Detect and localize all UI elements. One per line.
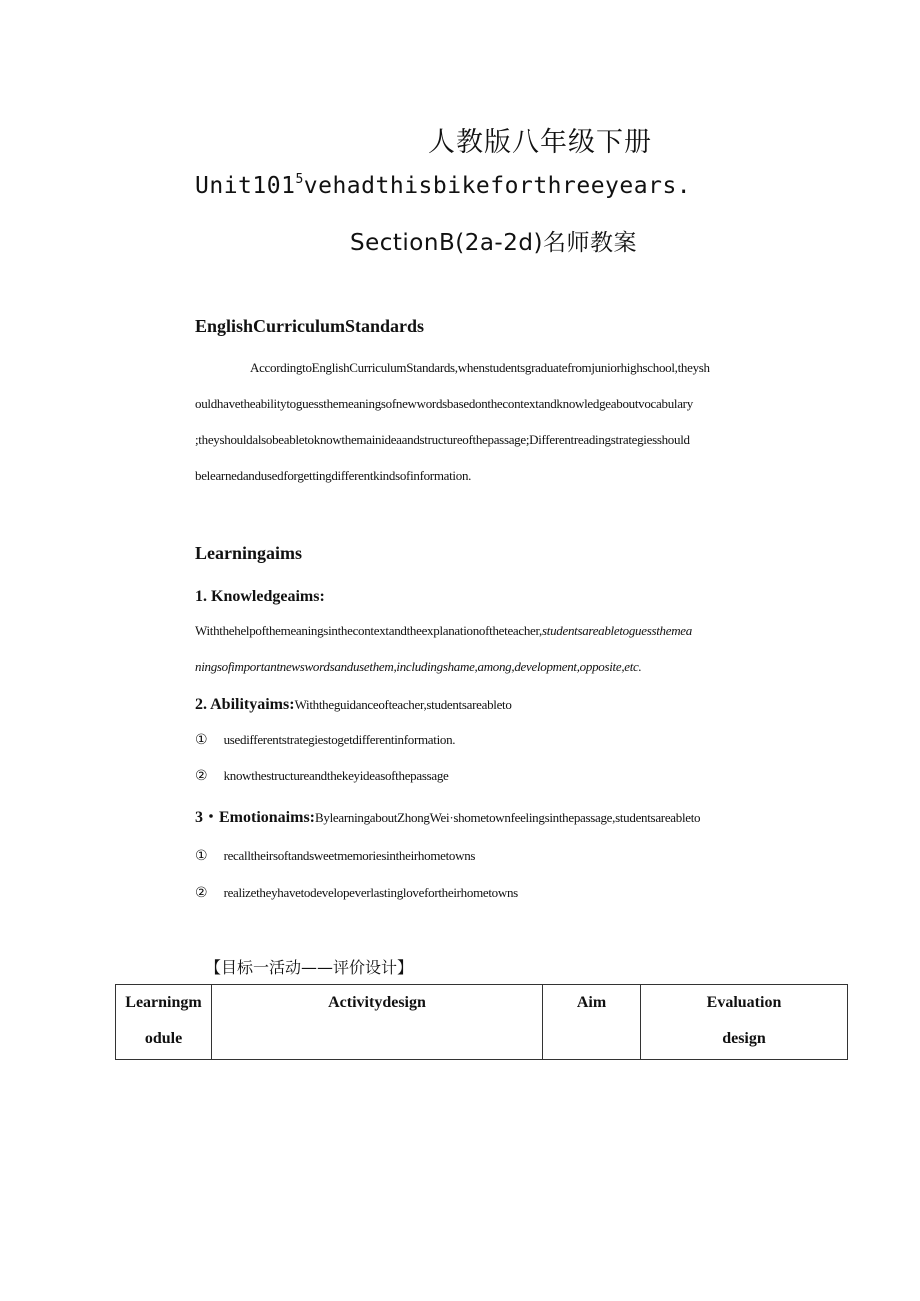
list-item-text: recalltheirsoftandsweetmemoriesintheirhometowns <box>223 848 476 863</box>
header-activity-design: Activitydesign <box>212 985 543 1060</box>
header-text: design <box>722 1030 766 1047</box>
list-item <box>195 884 518 902</box>
header-aim: Aim <box>543 985 641 1060</box>
header-learning-module <box>116 985 212 1060</box>
doc-title-line2 <box>195 172 691 199</box>
header-text: Learningm <box>125 994 202 1011</box>
ability-aims-label: 2. Abilityaims: <box>195 696 295 713</box>
table-header-row <box>116 985 848 1060</box>
emotion-aims-row <box>195 804 700 827</box>
circled-number-marker: ② <box>195 768 208 784</box>
doc-title-line1: 人教版八年级下册 <box>428 127 652 158</box>
knowledge-aims-line1 <box>195 623 692 639</box>
header-evaluation-design <box>641 985 848 1060</box>
design-table <box>115 984 848 1060</box>
standards-line: belearnedandusedforgettingdifferentkindsofinformation. <box>195 468 472 483</box>
standards-line: ouldhavetheabilitytoguessthemeaningsofnewwordsbasedonthecontextandknowledgeaboutvocabulary <box>195 396 693 411</box>
emotion-aims-text: BylearningaboutZhongWei·shometownfeelingsinthepassage,studentsareableto <box>315 810 701 825</box>
knowledge-aims-line2: ningsofimportantnewswordsandusethem,includingshame,among,development,opposite,etc. <box>195 659 642 674</box>
emotion-aims-label: 3・Emotionaims: <box>195 809 316 826</box>
circled-number-marker: ① <box>195 732 208 748</box>
design-table-title: 【目标一活动——评价设计】 <box>205 958 414 977</box>
doc-title-line3: SectionB(2a-2d)名师教案 <box>350 230 637 256</box>
standards-line: ;theyshouldalsobeabletoknowthemainideaandstructureofthepassage;Differentreadingstrategiesshould <box>195 432 690 447</box>
list-item-text: realizetheyhavetodevelopeverlastinglovefortheirhometowns <box>223 885 518 900</box>
aims-heading: Learningaims <box>195 543 303 563</box>
list-item <box>195 847 475 865</box>
circled-number-marker: ② <box>195 885 208 901</box>
list-item <box>195 731 455 749</box>
circled-number-marker: ① <box>195 848 208 864</box>
standards-heading: EnglishCurriculumStandards <box>195 316 425 336</box>
list-item-text: knowthestructureandthekeyideasofthepassage <box>223 768 449 783</box>
title-superscript: 5 <box>295 172 304 187</box>
knowledge-plain-text: Withthehelpofthemeaningsinthecontextandtheexplanationoftheteacher, <box>195 623 542 638</box>
ability-aims-text: Withtheguidanceofteacher,studentsareableto <box>294 697 512 712</box>
standards-line: AccordingtoEnglishCurriculumStandards,whenstudentsgraduatefromjuniorhighschool,theysh <box>250 360 710 375</box>
knowledge-aims-label: 1. Knowledgeaims: <box>195 588 325 605</box>
header-text: odule <box>144 1030 183 1047</box>
title-sentence-part: vehadthisbikeforthreeyears. <box>303 173 692 199</box>
ability-aims-row <box>195 696 512 714</box>
list-item <box>195 767 449 785</box>
list-item-text: usedifferentstrategiestogetdifferentinformation. <box>223 732 456 747</box>
knowledge-italic-text: studentsareabletoguessthemea <box>542 623 692 638</box>
title-unit-part: Unit101 <box>195 173 296 199</box>
header-text: Evaluation <box>706 994 782 1011</box>
